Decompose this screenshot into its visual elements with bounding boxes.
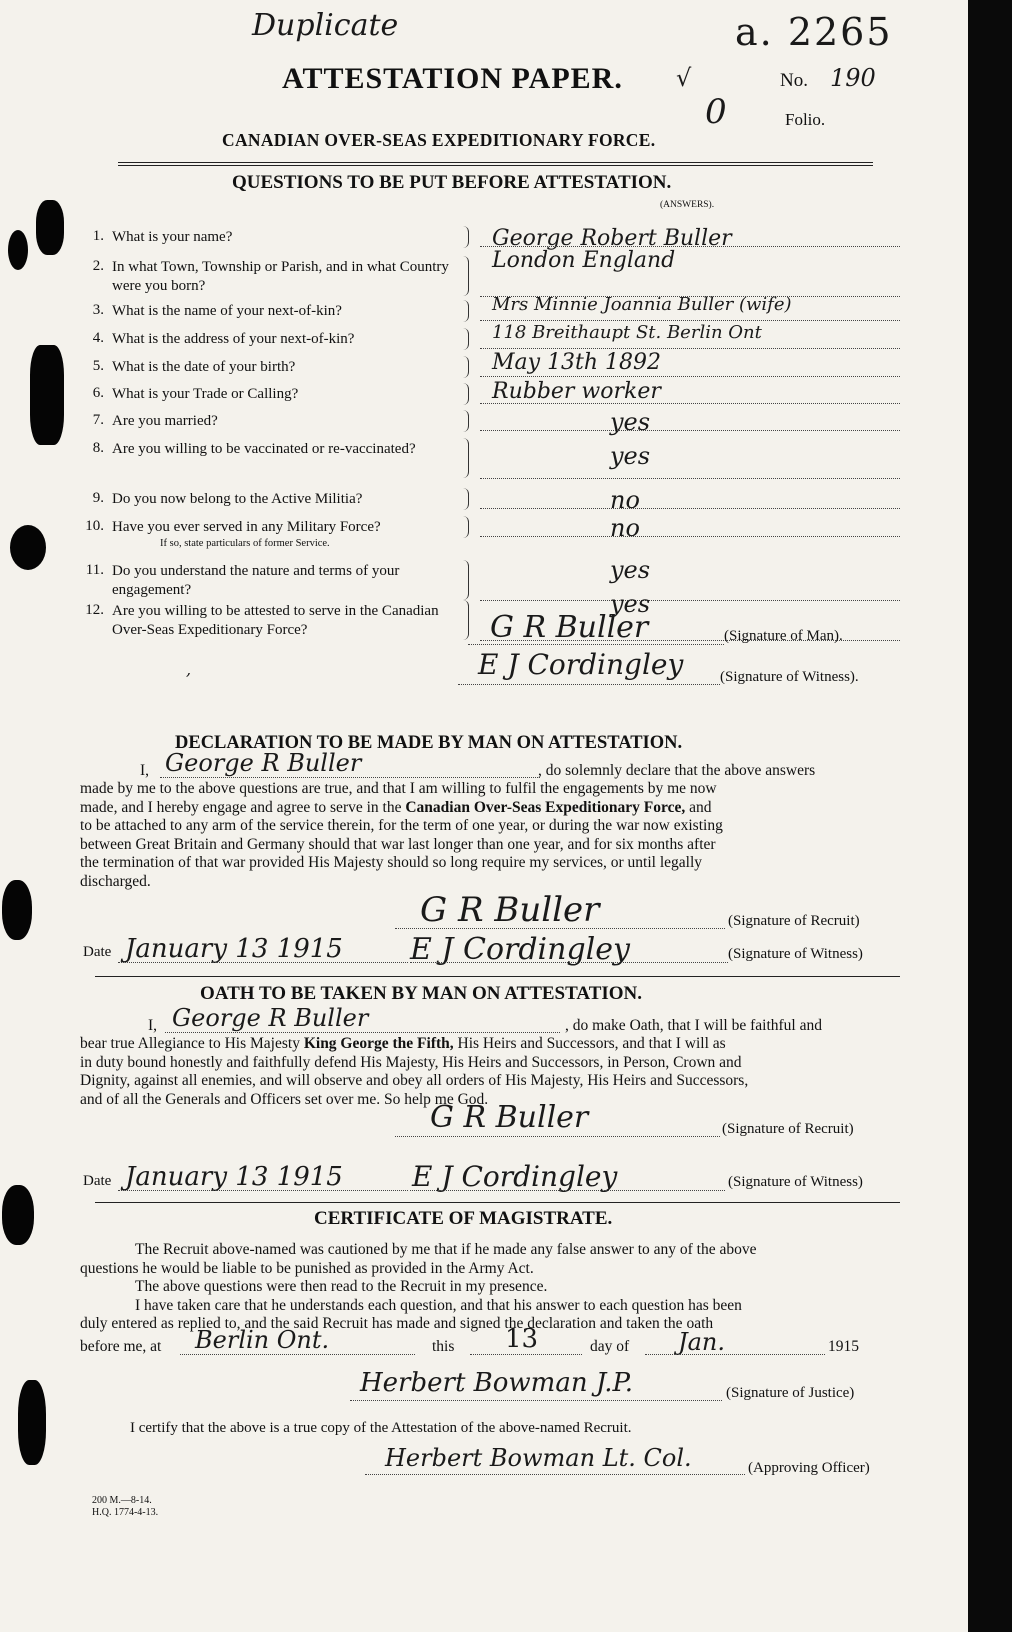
question-text: Are you willing to be attested to serve in the Canadian Over-Seas Expeditionary Force? [112, 603, 439, 638]
declaration-line6: the termination of that war provided His Majesty should so long require my services, or until legally [80, 854, 703, 872]
folio-mark: 0 [705, 92, 727, 132]
binder-hole-blot [10, 525, 46, 570]
question-text: Are you willing to be vaccinated or re-vaccinated? [112, 441, 416, 457]
number-value: 190 [830, 64, 876, 92]
question-answer: yes [610, 556, 651, 584]
officer-signature: Herbert Bowman Lt. Col. [385, 1444, 692, 1472]
answer-line [480, 430, 900, 431]
oath-recruit-label: (Signature of Recruit) [722, 1121, 854, 1137]
magistrate-text: The Recruit above-named was cautioned by me that if he made any false answer to any of the above questions he would be liable to be punished as provided in the Army Act. The above questions were then read to the Recruit in my presence. I have taken care that he understands each question, and that his answer to each question has been duly entered as replied to, and the said Recruit has made and signed the declaration and taken the oath [80, 1241, 757, 1333]
before-me-label: before me, at [80, 1338, 162, 1355]
answer-bracket [462, 438, 469, 478]
justice-signature: Herbert Bowman J.P. [360, 1368, 633, 1398]
force-title: CANADIAN OVER-SEAS EXPEDITIONARY FORCE. [222, 130, 656, 150]
oath-text: I, George R Buller , do make Oath, that I will be faithful and bear true Allegiance to His Majesty King George the Fifth, His Heirs and Successors, and that I will as in duty bound honestly and faithfully defend His Majesty, His Heirs and Successors, in Person, Crown and Dignity, against all enemies, and will observe and obey all orders of His Majesty, His Heirs and Successors, and of all the Generals and Officers set over me. So help me God. [80, 1015, 902, 1109]
certify-text: I certify that the above is a true copy of the Attestation of the above-named Recruit. [130, 1420, 632, 1436]
question-answer: yes [610, 590, 651, 618]
folio-label: Folio. [785, 110, 826, 129]
man-signature: G R Buller [490, 610, 649, 645]
answer-line [480, 246, 900, 247]
registration-number: a. 2265 [735, 10, 893, 54]
question-text: Are you married? [112, 413, 218, 429]
answer-line [480, 348, 900, 349]
question-number: 5. [92, 358, 104, 374]
recruit-signature-label: (Signature of Recruit) [728, 913, 860, 929]
stray-mark: , [186, 660, 192, 679]
magistrate-place: Berlin Ont. [195, 1326, 330, 1354]
declaration-name: George R Buller [165, 749, 362, 777]
question-answer: yes [610, 442, 651, 470]
question-text: What is your Trade or Calling? [112, 386, 299, 402]
this-label: this [432, 1338, 455, 1355]
magistrate-year: 1915 [828, 1338, 859, 1355]
answer-bracket [462, 383, 469, 405]
answer-bracket [462, 560, 469, 600]
declaration-line7: discharged. [80, 872, 151, 890]
oath-date: January 13 1915 [125, 1162, 343, 1192]
magistrate-day: 13 [505, 1324, 539, 1354]
witness-signature-label: (Signature of Witness). [720, 669, 859, 685]
question-answer: yes [610, 408, 651, 436]
date-label: Date [83, 944, 112, 960]
declaration-line5: between Great Britain and Germany should that war last longer than one year, and for six months after [80, 835, 716, 853]
signature-line [395, 1136, 720, 1137]
question-answer: Rubber worker [492, 379, 661, 404]
duplicate-note: Duplicate [252, 8, 399, 43]
date-line [118, 1190, 408, 1191]
day-of-label: day of [590, 1338, 630, 1355]
answer-bracket [462, 256, 469, 296]
question-text: What is the address of your next-of-kin? [112, 331, 355, 347]
checkmark: √ [676, 64, 692, 92]
question-text: Do you understand the nature and terms of your engagement? [112, 563, 400, 598]
oath-line5: and of all the Generals and Officers set over me. So help me God. [80, 1090, 489, 1108]
signature-line [468, 644, 724, 645]
signature-line [395, 928, 725, 929]
declaration-i: I, [140, 762, 150, 779]
signature-line [365, 1474, 745, 1475]
header-divider [118, 162, 873, 166]
print-code: 200 M.—8-14. [92, 1495, 152, 1506]
binder-hole-blot [2, 1185, 34, 1245]
answer-bracket [462, 328, 469, 350]
declaration-line4: to be attached to any arm of the service therein, for the term of one year, or during the war now existing [80, 817, 723, 835]
officer-signature-label: (Approving Officer) [748, 1460, 870, 1476]
question-number: 3. [92, 302, 104, 318]
witness-signature: E J Cordingley [478, 648, 684, 681]
question-number: 2. [92, 258, 104, 274]
binder-hole-blot [30, 345, 64, 445]
oath-date-label: Date [83, 1173, 112, 1189]
question-answer: London England [492, 248, 676, 273]
question-text: What is your name? [112, 229, 233, 245]
answer-line [480, 376, 900, 377]
question-answer: Mrs Minnie Joannia Buller (wife) [492, 294, 792, 315]
question-number: 6. [92, 385, 104, 401]
answer-bracket [462, 410, 469, 432]
number-label: No. [780, 70, 808, 91]
section-divider [95, 976, 900, 977]
answer-bracket [462, 356, 469, 378]
signature-line [410, 962, 728, 963]
binder-hole-blot [36, 200, 64, 255]
answer-line [480, 536, 900, 537]
answer-bracket [462, 516, 469, 538]
question-number: 12. [85, 602, 104, 618]
answer-line [480, 320, 900, 321]
page-title: ATTESTATION PAPER. [282, 62, 623, 95]
question-answer: May 13th 1892 [492, 350, 662, 375]
answer-bracket [462, 226, 469, 248]
declaration-heading: DECLARATION TO BE MADE BY MAN ON ATTESTATION. [175, 733, 683, 753]
section-divider [95, 1202, 900, 1203]
question-number: 10. [85, 518, 104, 534]
print-code: H.Q. 1774-4-13. [92, 1507, 159, 1518]
oath-line4: Dignity, against all enemies, and will observe and obey all orders of His Majesty, His Heirs and Successors, [80, 1072, 749, 1090]
question-text: What is the date of your birth? [112, 359, 296, 375]
question-text: Have you ever served in any Military Force? [112, 519, 381, 535]
oath-name: George R Buller [172, 1004, 369, 1032]
binder-hole-blot [8, 230, 28, 270]
page-edge [968, 0, 1012, 1632]
declaration-line1: , do solemnly declare that the above answers [538, 762, 816, 779]
magistrate-heading: CERTIFICATE OF MAGISTRATE. [314, 1208, 613, 1229]
oath-witness-signature: E J Cordingley [412, 1160, 618, 1193]
day-line [470, 1354, 582, 1355]
question-text: In what Town, Township or Parish, and in what Country were you born? [112, 259, 449, 294]
oath-line3: in duty bound honestly and faithfully defend His Majesty, His Heirs and Successors, in Person, Crown and [80, 1053, 742, 1071]
question-number: 11. [85, 562, 104, 578]
question-answer: no [610, 514, 640, 542]
question-number: 4. [92, 330, 104, 346]
question-answer: George Robert Buller [492, 226, 732, 251]
declaration-text: I, George R Buller , do solemnly declare that the above answers made by me to the above questions are true, and that I am willing to fulfil the engagements by me now made, and I hereby engage and agree to serve in the Canadian Over-Seas Expeditionary Force, and to be attached to any arm of the service therein, for the term of one year, or during the war now existing between Great Britain and Germany should that war last longer than one year, and for six months after the termination of that war provided His Majesty should so long require my services, or until legally discharged. [80, 760, 902, 892]
recruit-signature: G R Buller [420, 890, 600, 930]
question-answer: 118 Breithaupt St. Berlin Ont [492, 322, 762, 343]
binder-hole-blot [2, 880, 32, 940]
oath-line1: , do make Oath, that I will be faithful and [565, 1017, 822, 1034]
question-number: 9. [92, 490, 104, 506]
oath-i: I, [148, 1017, 158, 1034]
signature-line [350, 1400, 722, 1401]
month-line [645, 1354, 825, 1355]
answer-line [480, 478, 900, 479]
binder-hole-blot [18, 1380, 46, 1465]
answer-bracket [462, 488, 469, 510]
oath-recruit-signature: G R Buller [430, 1100, 589, 1135]
declaration-date: January 13 1915 [125, 934, 343, 964]
answer-bracket [462, 300, 469, 322]
question-number: 8. [92, 440, 104, 456]
justice-signature-label: (Signature of Justice) [726, 1385, 855, 1401]
declaration-witness-signature: E J Cordingley [410, 932, 630, 967]
question-number: 1. [92, 228, 104, 244]
signature-line [458, 684, 720, 685]
question-text: What is the name of your next-of-kin? [112, 303, 342, 319]
answer-line [480, 600, 900, 601]
place-line [180, 1354, 415, 1355]
answer-line [480, 508, 900, 509]
oath-witness-label: (Signature of Witness) [728, 1174, 863, 1190]
question-number: 7. [92, 412, 104, 428]
man-signature-label: (Signature of Man). [724, 628, 843, 644]
oath-heading: OATH TO BE TAKEN BY MAN ON ATTESTATION. [200, 983, 643, 1004]
signature-line [410, 1190, 725, 1191]
answer-bracket [462, 600, 469, 640]
magistrate-month: Jan. [678, 1328, 726, 1356]
question-note: If so, state particulars of former Service. [160, 538, 330, 549]
answer-line [480, 403, 900, 404]
question-answer: no [610, 486, 640, 514]
declaration-witness-label: (Signature of Witness) [728, 946, 863, 962]
questions-heading: QUESTIONS TO BE PUT BEFORE ATTESTATION. [232, 172, 672, 193]
date-line [118, 962, 408, 963]
answers-label: (ANSWERS). [660, 200, 715, 210]
question-text: Do you now belong to the Active Militia? [112, 491, 363, 507]
declaration-line2: made by me to the above questions are true, and that I am willing to fulfil the engagements by me now [80, 780, 717, 797]
